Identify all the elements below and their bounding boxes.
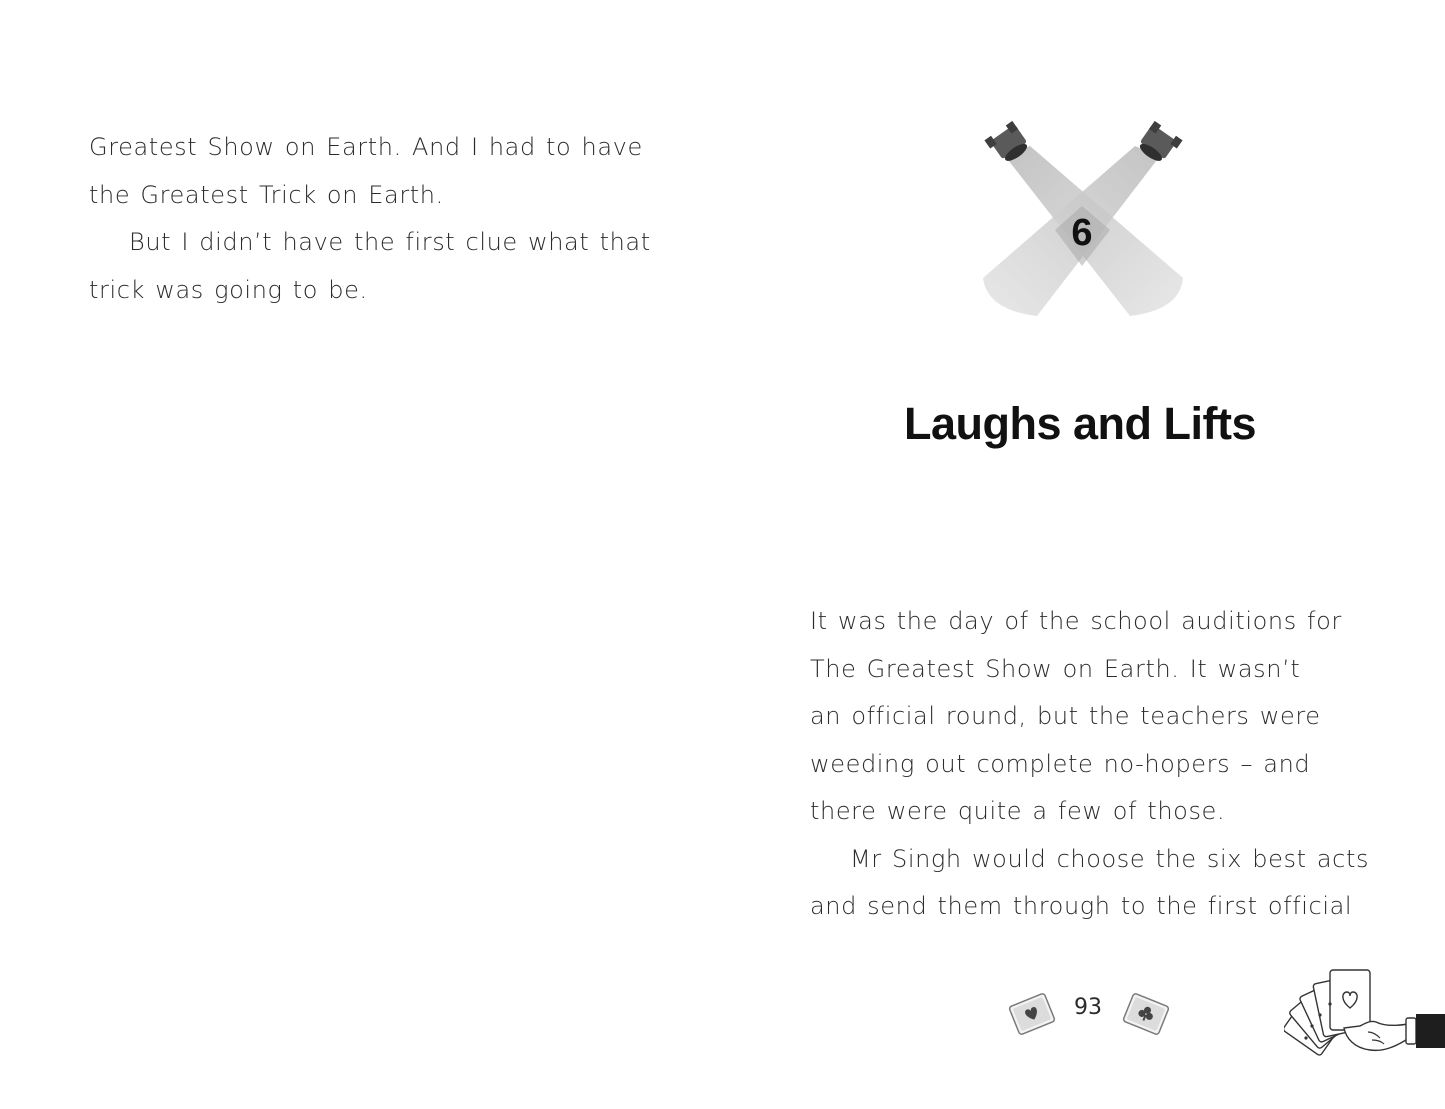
chapter-title: Laughs and Lifts — [904, 398, 1256, 449]
text-line: the Greatest Trick on Earth. — [89, 180, 444, 209]
text-line: there were quite a few of those. — [810, 797, 1226, 825]
text-line: But I didn’t have the first clue what that — [129, 228, 651, 256]
chapter-number: 6 — [1071, 212, 1093, 254]
text-line: trick was going to be. — [89, 275, 368, 304]
text-line: and send them through to the first official — [810, 892, 1353, 920]
right-page-text — [810, 598, 1369, 931]
text-line: The Greatest Show on Earth. It wasn’t — [810, 654, 1301, 683]
text-line: Greatest Show on Earth. And I had to have — [89, 133, 643, 161]
text-line: It was the day of the school auditions for — [810, 607, 1342, 635]
text-line: Mr Singh would choose the six best acts — [850, 844, 1370, 873]
heart-card-icon — [1004, 988, 1060, 1040]
club-card-icon — [1118, 988, 1174, 1040]
page-number: 93 — [1074, 995, 1102, 1020]
hand-holding-cards-icon — [1284, 966, 1445, 1066]
text-line: weeding out complete no-hopers – and — [810, 749, 1311, 778]
left-page-text — [89, 124, 651, 314]
text-line: an official round, but the teachers were — [810, 702, 1321, 730]
